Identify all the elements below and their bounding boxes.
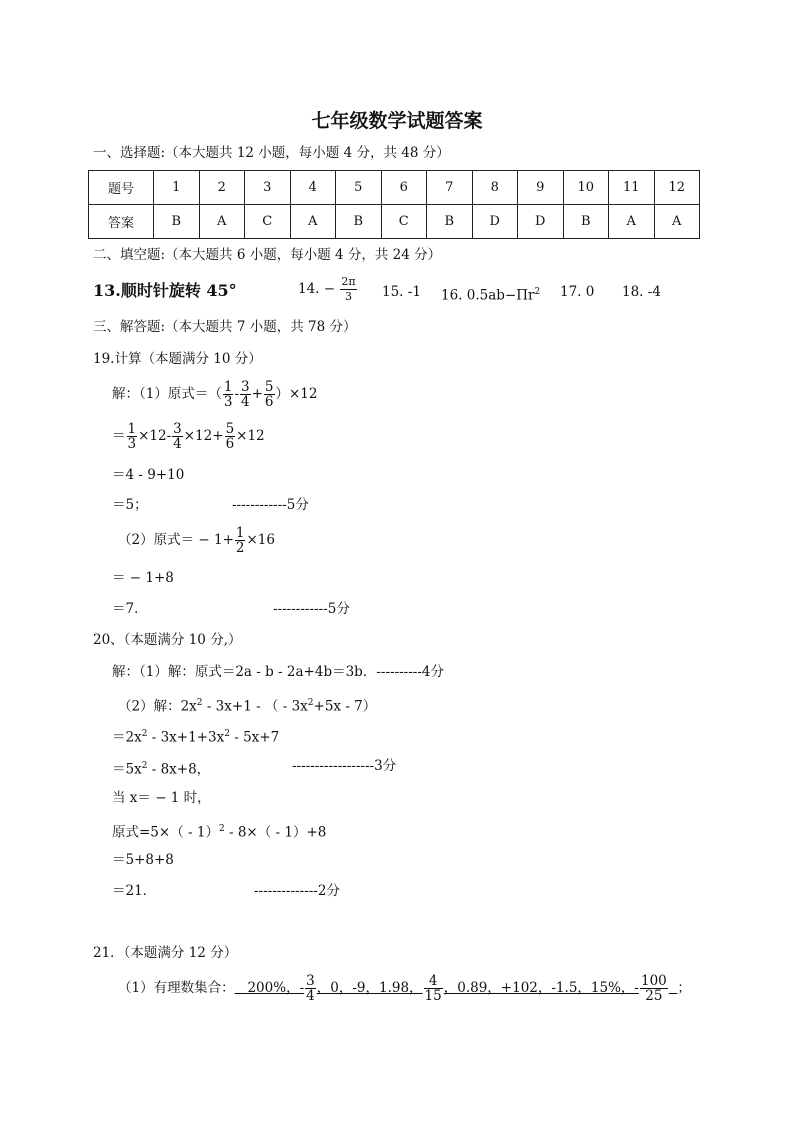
fraction-denominator: 25 [640, 988, 668, 1003]
fraction-denominator: 3 [127, 436, 137, 452]
q20-line-7: ＝5+8+8 [112, 852, 174, 868]
fraction-1-2 [235, 526, 246, 555]
exponent: 2 [141, 761, 148, 771]
fraction-denominator: 4 [306, 988, 315, 1004]
fraction-numerator: 1 [235, 525, 245, 541]
answer-18: 18. -4 [622, 284, 661, 300]
q19-line-5 [118, 526, 275, 555]
q20-line-6 [112, 820, 326, 842]
question-number-cell: 4 [290, 171, 336, 205]
answer-15: 15. -1 [382, 284, 421, 300]
q19-l1-suffix: ）×12 [275, 386, 318, 402]
q20-l2-a: （2）解：2x [118, 698, 197, 715]
question-number-cell: 11 [609, 171, 655, 205]
fraction-denominator: 4 [173, 436, 182, 452]
fraction-5-6 [264, 380, 275, 409]
fraction-numerator: 100 [640, 973, 667, 989]
q21-seg1: 200%，- [247, 980, 305, 996]
answer-17: 17. 0 [560, 284, 595, 300]
fraction-3-4 [172, 422, 183, 451]
fraction-numerator: 5 [264, 379, 274, 395]
rational-number-set [235, 973, 678, 1004]
minus-sign: - [166, 428, 172, 444]
q20-heading: 20、（本题满分 10 分,） [93, 632, 242, 648]
fill-answers-row [93, 282, 237, 301]
times-12: ×12 [138, 428, 167, 444]
answer-cell: C [381, 205, 427, 239]
exponent: 2 [196, 698, 203, 708]
answer-14 [298, 275, 358, 304]
plus-sign: + [251, 386, 263, 402]
question-number-cell: 9 [518, 171, 564, 205]
fraction-1-3 [223, 380, 234, 409]
fraction-3-4 [240, 380, 251, 409]
answer-16-exponent: 2 [534, 287, 541, 297]
page-title: 七年级数学试题答案 [311, 110, 483, 132]
q21-l1-prefix: （1）有理数集合： [118, 980, 235, 996]
fraction-denominator: 6 [264, 394, 274, 410]
answer-14-prefix: 14. − [298, 281, 336, 297]
question-number-cell: 12 [654, 171, 700, 205]
fraction-3-4 [305, 974, 316, 1003]
fraction-2pi-3 [340, 275, 356, 304]
q21-seg3: ，0.89，+102，-1.5，15%，- [443, 980, 639, 996]
fraction-numerator: 2π [341, 275, 356, 288]
section-solve-heading: 三、解答题:（本大题共 7 小题，共 78 分） [93, 319, 357, 335]
question-number-cell: 8 [472, 171, 518, 205]
q21-seg2: ，0，-9，1.98， [316, 980, 423, 996]
fraction-denominator: 4 [241, 394, 250, 410]
fraction-denominator: 15 [424, 988, 442, 1004]
fraction-numerator: 1 [127, 421, 137, 437]
question-number-cell: 6 [381, 171, 427, 205]
q19-line-6: ＝ − 1+8 [112, 570, 174, 586]
section-choice-heading: 一、选择题:（本大题共 12 小题，每小题 4 分，共 48 分） [93, 145, 450, 161]
q19-heading: 19.计算（本题满分 10 分） [93, 351, 262, 367]
fraction-5-6 [225, 422, 236, 451]
fraction-numerator: 1 [223, 379, 233, 395]
fraction-numerator: 3 [173, 421, 182, 437]
q20-l6-a: 原式=5×（ - 1） [112, 824, 219, 841]
q20-line-5: 当 x＝ − 1 时， [112, 790, 211, 806]
q20-l3-a: ＝2x [112, 729, 142, 746]
question-number-cell: 3 [245, 171, 291, 205]
q19-l1-prefix: 解：（1）原式＝（ [112, 386, 222, 402]
q21-heading: 21．（本题满分 12 分） [93, 945, 238, 961]
answer-cell: A [199, 205, 245, 239]
exponent: 2 [307, 698, 314, 708]
q19-line-7: ＝7． [112, 601, 148, 617]
question-number-cell: 2 [199, 171, 245, 205]
row-header-answer: 答案 [89, 205, 154, 239]
q20-score-2: --------------2分 [254, 883, 340, 899]
answer-cell: A [290, 205, 336, 239]
answer-13: 13.顺时针旋转 45° [93, 281, 237, 300]
q19-line-2 [112, 422, 265, 451]
fraction-denominator: 2 [235, 540, 245, 556]
question-number-cell: 7 [427, 171, 473, 205]
section-fill-heading: 二、填空题:（本大题共 6 小题，每小题 4 分，共 24 分） [93, 247, 442, 263]
equals-sign: ＝ [112, 428, 126, 444]
q20-l6-b: - 8×（ - 1）+8 [224, 824, 327, 841]
q19-line-4: ＝5； [112, 497, 148, 513]
q20-score-1: ------------------3分 [292, 758, 397, 774]
row-header-question: 题号 [89, 171, 154, 205]
q20-line-2 [118, 694, 376, 716]
q21-line-1 [118, 974, 691, 1003]
fraction-numerator: 4 [428, 973, 438, 989]
q19-score-2: ------------5分 [273, 601, 350, 617]
answer-cell: A [609, 205, 655, 239]
q19-l5-prefix: （2）原式＝ − 1+ [118, 532, 234, 548]
q19-l5-suffix: ×16 [246, 532, 275, 548]
plus-sign: + [212, 428, 224, 444]
fraction-1-3 [127, 422, 138, 451]
exponent: 2 [218, 824, 225, 834]
answer-table [88, 170, 700, 239]
fraction-denominator: 3 [223, 394, 233, 410]
answer-16-text: 16. 0.5ab−Πr [441, 287, 535, 304]
answer-cell: C [245, 205, 291, 239]
question-number-cell: 1 [154, 171, 200, 205]
q20-line-3 [112, 725, 279, 747]
q19-score-1: ------------5分 [232, 497, 309, 513]
question-number-cell: 10 [563, 171, 609, 205]
q20-l2-b: - 3x+1 - （ - 3x [202, 698, 308, 715]
fraction-numerator: 3 [306, 973, 315, 989]
fraction-100-25 [640, 974, 668, 1003]
answer-16 [441, 283, 540, 305]
table-row-answers [89, 205, 700, 239]
fraction-numerator: 3 [241, 379, 250, 395]
answer-cell: D [472, 205, 518, 239]
fraction-4-15 [424, 974, 443, 1003]
answer-cell: A [654, 205, 700, 239]
question-number-cell: 5 [336, 171, 382, 205]
q20-l3-b: - 3x+1+3x [147, 729, 225, 746]
q20-l4-b: - 8x+8， [147, 761, 211, 778]
q20-line-8: ＝21． [112, 883, 157, 899]
q20-l3-c: - 5x+7 [229, 729, 280, 746]
fraction-denominator: 3 [340, 289, 356, 304]
answer-cell: B [563, 205, 609, 239]
exponent: 2 [224, 729, 230, 739]
q20-line-4 [112, 757, 210, 779]
fraction-numerator: 5 [225, 421, 235, 437]
times-12: ×12 [183, 428, 213, 444]
fraction-denominator: 6 [225, 436, 235, 452]
exponent: 2 [141, 729, 148, 739]
q20-l4-a: ＝5x [112, 761, 142, 778]
q19-line-1 [112, 380, 318, 409]
answer-cell: B [336, 205, 382, 239]
q20-l2-c: +5x - 7） [313, 698, 377, 715]
answer-cell: B [427, 205, 473, 239]
answer-cell: B [154, 205, 200, 239]
times-12: ×12 [236, 428, 265, 444]
table-row-numbers [89, 171, 700, 205]
answer-cell: D [518, 205, 564, 239]
q20-line-1: 解：（1）解：原式＝2a - b - 2a+4b＝3b．----------4分 [112, 664, 445, 680]
q21-seg4: ； [677, 980, 691, 996]
q19-line-3: ＝4 - 9+10 [112, 467, 185, 483]
minus-sign: - [234, 386, 239, 402]
